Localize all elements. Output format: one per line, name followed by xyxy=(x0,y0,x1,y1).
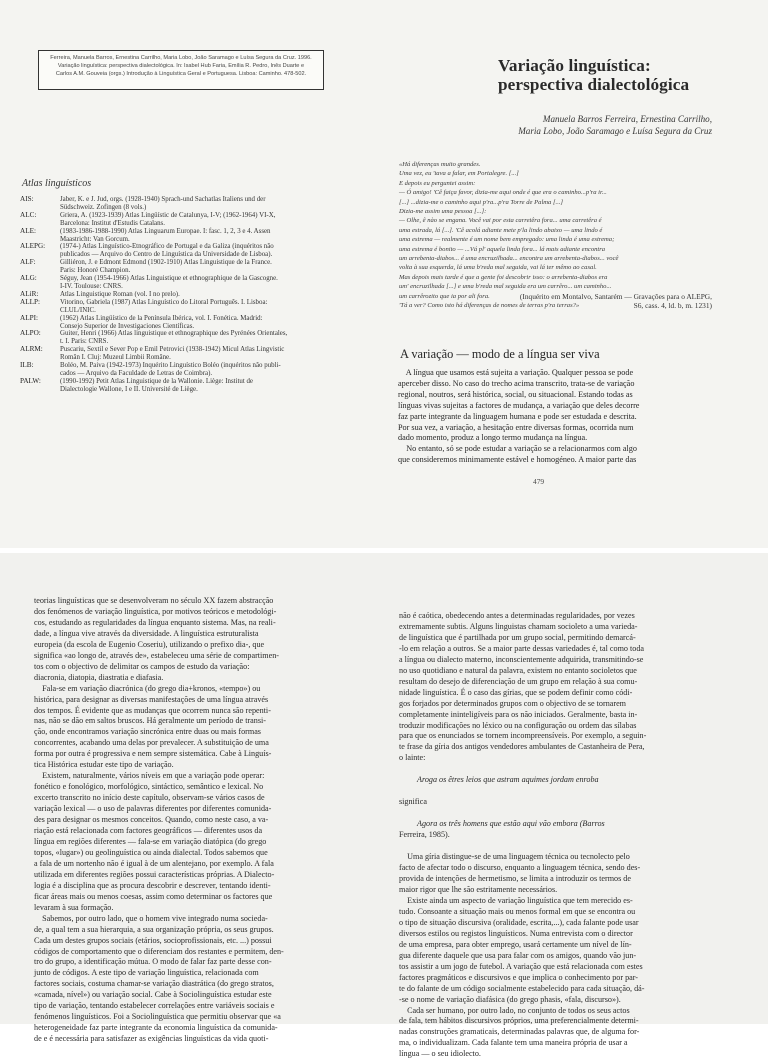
body-line: forma por outra é progressiva e nem sempre sistemática. Cabe à Linguís- xyxy=(34,749,272,759)
body-line: facto de afectar todo o discurso, enquanto a linguagem técnica, sendo des- xyxy=(399,863,641,873)
atlas-reference-line: Paris: Honoré Champion. xyxy=(60,267,131,275)
atlas-abbr: ALC: xyxy=(20,210,37,219)
body-line: extremamente subtis. Alguns linguistas chamam socioleto a uma varieda- xyxy=(399,621,638,631)
body-line: dos fenómenos de variação linguística, por motivos teóricos e metodológi- xyxy=(34,606,277,616)
body-line: teorias linguísticas que se desenvolveram no século XX fazem abstracção xyxy=(34,596,274,605)
atlas-abbr: PALW: xyxy=(20,376,41,385)
body-line: resultam do desejo de diferenciação de um grupo em relação à sua comu- xyxy=(399,676,638,686)
body-line: no uso quotidiano e natural da palavra, existem no entanto socioletos que xyxy=(399,665,637,675)
atlas-reference xyxy=(60,299,342,315)
atlas-reference xyxy=(60,243,342,259)
article-authors xyxy=(518,113,712,137)
section-line: que consideremos minimamente estável e homogéneo. A maior parte das xyxy=(398,455,637,465)
quote-line: «Há diferenças muito grandes. xyxy=(399,161,481,168)
quote-line: volta à sua esquerda, lá uma b'reda mal seguida, vai lá ter mêmo ao casal. xyxy=(399,264,597,272)
body-line: a fala de um nortenho não é igual à de um alentejano, por exemplo. A fala xyxy=(34,858,274,868)
atlas-reference-line: Vitorino, Gabriela (1987) Atlas Linguístico do Litoral Português. I. Lisboa: xyxy=(60,298,268,306)
citation-line: Carlos A.M. Gouveia (orgs.) Introdução à Linguística Geral e Portuguesa. Lisboa: Caminho. 478-502. xyxy=(55,71,307,77)
quote-line: um' encruzilhada [...] e uma b'reda mal seguida era um carrêro... um caminho... xyxy=(399,283,612,291)
body-line: factores pragmáticos e discursivos e que implica o conhecimento por par- xyxy=(399,972,638,982)
body-line: nas, não se dão em saltos bruscos. Há geralmente um período de transi- xyxy=(34,716,266,726)
body-line: nidade linguística. É o caso das gírias, que se podem definir como códi- xyxy=(399,687,633,697)
atlas-entry xyxy=(20,378,342,394)
slang-example: Aroga os êtres leios que astram aquimes jordam enroba xyxy=(417,775,599,785)
atlas-entry xyxy=(20,228,342,244)
atlas-abbr: AIS: xyxy=(20,195,34,203)
page-number: 479 xyxy=(533,477,545,486)
body-line: Cada um destes grupos sociais (etários, socioprofissionais, etc. ...) possui xyxy=(34,935,272,945)
quote-line: um arrebenta-diabos... é uma encruzilhada... encontra um arrebenta-diabos... você xyxy=(399,255,619,263)
quote-line: [...] ...dizia-me o caminho aqui p'ra...p'ra Torre de Palma [...] xyxy=(399,198,564,206)
section-line: Por sua vez, a variação, a hesitação entre diversas formas, ocorrida num xyxy=(398,422,634,432)
atlas-entry xyxy=(20,362,342,378)
body-line: Fala-se em variação diacrónica (do grego dia+kronos, «tempo») ou xyxy=(34,683,261,693)
body-line: dos tempos. É evidente que as mudanças que ocorrem nunca são repenti- xyxy=(34,705,271,715)
title-line: perspectiva dialectológica xyxy=(498,75,690,94)
atlas-entry xyxy=(20,330,342,346)
quote-line: E depois eu perguntei assim: xyxy=(399,179,476,187)
body-line: te do falante de um código socialmente estabelecido para cada situação, dá- xyxy=(399,983,645,993)
atlas-reference-line: Dialectologie Wallone, I e II. Université de Liège. xyxy=(60,385,198,393)
atlas-reference-line: Puscariu, Sextil e Sever Pop e Emil Petrovici (1938-1942) Micul Atlas Lingvistic xyxy=(60,346,285,354)
body-line: troduzir modificações no léxico ou na configuração ou ordem das sílabas xyxy=(399,720,637,730)
body-line: maior rigor que lhe são estritamente necessários. xyxy=(399,885,558,895)
atlas-reference-line: (1962) Atlas Lingüístico de la Península Ibérica, vol. I. Fonética. Madrid: xyxy=(60,314,263,322)
quote-source-line: S6, cass. 4, ld. b, m. 1231) xyxy=(633,301,712,311)
dialect-quote xyxy=(399,160,719,311)
body-line: heterogeneidade faz parte integrante da economia linguística da comunida- xyxy=(34,1023,278,1033)
body-line: Existem, naturalmente, vários níveis em que a variação pode operar: xyxy=(34,771,265,781)
quote-line: Dizia-me assim uma pessoa [...]: xyxy=(399,208,487,216)
atlas-abbr: ALG: xyxy=(20,274,37,283)
signifies-label: significa xyxy=(399,797,427,807)
body-line: levaram à sua formação. xyxy=(34,902,114,912)
quote-line: Uma vez, eu 'tava a falar, em Portalegre. [...] xyxy=(399,170,519,178)
body-line: tica Histórica estudar este tipo de variação. xyxy=(34,760,174,770)
body-line: fonético e fonológico, morfológico, sintáctico, semântico e lexical. No xyxy=(34,782,264,792)
body-line: -lo em relação a outros. Se a maior parte dessas variedades é, tal como toda xyxy=(399,643,645,653)
atlas-reference xyxy=(60,330,342,346)
translation-example-cont: Ferreira, 1985). xyxy=(399,830,450,840)
body-line: excerto transcrito no início deste capítulo, observam-se vários casos de xyxy=(34,793,265,803)
body-line: diacronia, diatopia, diastratia e diafasia. xyxy=(34,672,164,682)
body-line: -se o nome de variação diafásica (do grego phasis, «fala, discurso»). xyxy=(399,994,621,1004)
body-line: utilizada em diferentes regiões possui características próprias. A Dialecto- xyxy=(34,869,275,879)
body-line: provida de intenções de hermetismo, se limita a introduzir os termos de xyxy=(399,874,631,884)
atlas-reference-line: Gilliéron, J. e Edmont Edmond (1902-1910) Atlas Linguistique de la France. xyxy=(60,259,272,267)
atlas-reference-line: (1974-) Atlas Linguístico-Etnográfico de Portugal e da Galiza (inquéritos não xyxy=(60,243,274,251)
atlas-entry xyxy=(20,291,342,299)
body-line: tipo de variação, tentando estabelecer correlações entre variáveis sociais e xyxy=(34,1001,275,1011)
body-line: a língua ou dialecto materno, inconscientemente adquirida, transmitindo-se xyxy=(399,654,644,664)
atlas-reference-line: Séguy, Jean (1954-1966) Atlas Linguistique et ethnographique de la Gascogne. xyxy=(60,275,278,283)
atlas-entry xyxy=(20,243,342,259)
atlas-reference xyxy=(60,346,342,362)
atlas-reference-line: publicados — Arquivo do Centro de Linguística da Universidade de Lisboa). xyxy=(60,251,273,259)
body-line: para que os enunciados se tornem incompreensíveis. Por exemplo, a seguin- xyxy=(399,731,647,741)
section-title: A variação — modo de a língua ser viva xyxy=(400,347,600,361)
atlas-entry xyxy=(20,259,342,275)
atlas-reference-line: Jaber, K. e J. Jud, orgs. (1928-1940) Sprach-und Sachatlas Italiens und der xyxy=(60,196,266,203)
atlas-reference-line: Boléo, M. Paiva (1942-1973) Inquérito Linguístico Boléo (inquéritos não publi- xyxy=(60,362,281,370)
citation-line: Variação linguística: perspectiva dialectológica. In: Isabel Hub Faria, Emília R. Pedro, Inês Duarte e xyxy=(57,63,305,69)
atlas-reference xyxy=(60,378,342,394)
body-line: variação lexical — o uso de palavras diferentes por diferentes comunida- xyxy=(34,804,272,814)
atlas-reference-line: Griera, A. (1923-1939) Atlas Lingüístic de Catalunya, I-V; (1962-1964) VI-X, xyxy=(60,211,276,219)
citation-line: Ferreira, Manuela Barros, Ernestina Carrilho, Maria Lobo, João Saramago e Luísa Segura da Cruz. 1996. xyxy=(50,55,312,61)
atlas-heading: Atlas linguísticos xyxy=(22,178,92,189)
atlas-reference-line: t. I. Paris: CNRS. xyxy=(60,338,109,346)
section-line: línguas vivas sujeitas a factores de mudança, a variação que deles decorre xyxy=(398,400,640,410)
left-column-text xyxy=(34,596,364,1045)
body-line: «camada, nível») ou variação social. Cabe à Sociolinguística estudar este xyxy=(34,990,272,1000)
atlas-abbr: ILB: xyxy=(20,361,34,370)
quote-line: uma estrada, lá [...]. 'Cê acolá adiante mete p'la lindo abaixo — uma lindo é xyxy=(399,226,603,234)
section-line: dado momento, produz a longo termo mudança na língua. xyxy=(398,433,588,443)
body-line: riação está relacionada com factores geográficos — diferentes usos da xyxy=(34,826,263,836)
body-line: gos forjados por determinados grupos com o objectivo de se tornarem xyxy=(399,698,626,708)
atlas-reference-line: Atlas Linguistique Roman (vol. I no prelo). xyxy=(60,290,180,298)
quote-line: — Olhe, ê nào se engana. Você vai por esta carretêra fora... uma carretêra é xyxy=(399,217,602,225)
quote-line: uma estrema é bonito — ...Vá pl' aquela linda fora... lá mais adiante encontra xyxy=(399,245,606,253)
body-line: de fala, tem hábitos discursivos próprios, uma preferencialmente determi- xyxy=(399,1016,639,1026)
title-line: Variação linguística: xyxy=(498,56,651,75)
author-line: Manuela Barros Ferreira, Ernestina Carrilho, xyxy=(542,114,712,124)
body-line: tos assistir a um jogo de futebol. A variação que está relacionada com estes xyxy=(399,961,643,971)
article-title xyxy=(498,56,689,94)
body-line: de linguística que é partilhada por um grupo social, permitindo demarcá- xyxy=(399,632,636,642)
atlas-reference xyxy=(60,259,342,275)
atlas-abbr: ALRM: xyxy=(20,345,43,354)
body-line: ção, onde encontramos variação sincrónica entre duas ou mais formas xyxy=(34,727,261,737)
body-line: Existe ainda um aspecto de variação linguística que tem merecido es- xyxy=(399,895,633,905)
citation-box xyxy=(38,50,324,90)
spacer xyxy=(399,808,749,819)
spacer xyxy=(399,764,749,775)
atlas-reference-line: (1990-1992) Petit Atlas Linguistique de la Wallonie. Liège: Institut de xyxy=(60,377,253,385)
body-line: europeia (da escola de Eugenio Coseriu), utilizando o prefixo dia-, que xyxy=(34,639,265,649)
atlas-abbr: ALLP: xyxy=(20,297,40,306)
atlas-reference-line: Barcelona: Institut d'Estudis Catalans. xyxy=(60,219,165,227)
atlas-abbr: ALF: xyxy=(20,258,36,267)
translation-example: Agora os três homens que estão aqui vão embora (Barros xyxy=(417,819,605,829)
quote-line: 'Tá a ver? Como isto há diferenças de nomes de terras p'ra terras?» xyxy=(399,302,580,310)
atlas-reference xyxy=(60,228,342,244)
body-line: de uma empresa, para obter emprego, usará certamente um nível de lín- xyxy=(399,939,632,949)
atlas-entry xyxy=(20,299,342,315)
body-line: Uma gíria distingue-se de uma linguagem técnica ou tecnolecto pelo xyxy=(399,852,630,862)
atlas-abbr: ALEPG: xyxy=(20,242,46,251)
right-column-text xyxy=(399,611,749,1060)
body-line: nadas construções gramaticais, determinadas palavras que, de alguma for- xyxy=(399,1027,640,1037)
atlas-entry xyxy=(20,315,342,331)
section-line: A língua que usamos está sujeita a variação. Qualquer pessoa se pode xyxy=(398,368,634,377)
body-line: não é caótica, obedecendo antes a determinadas regularidades, por vezes xyxy=(399,611,635,620)
body-line: língua — o seu idiolecto. xyxy=(399,1049,481,1059)
body-line: ma, o individualizam. Cada falante tem uma maneira própria de usar a xyxy=(399,1038,628,1048)
spacer xyxy=(399,841,749,852)
atlas-entry xyxy=(20,346,342,362)
body-line: gua diferente daquele que usa para falar com os amigos, quando vão jun- xyxy=(399,950,637,960)
body-line: concorrentes, acabando uma delas por prevalecer. A substituição de uma xyxy=(34,738,269,748)
atlas-reference-line: Român I. Cluj: Muzeul Limbii Române. xyxy=(60,354,171,362)
body-line: o tipo de situação discursiva (oralidade, escrita,...), cada falante pode usar xyxy=(399,917,639,927)
atlas-list xyxy=(20,196,342,394)
atlas-reference xyxy=(60,275,342,291)
body-line: de e é necessária para satisfazer as exigências linguísticas da vida quoti- xyxy=(34,1034,269,1044)
section-line: regional, noutros, será histórica, social, ou situacional. Estando todas as xyxy=(398,389,633,399)
body-line: língua em regiões diferentes — fala-se em variação diatópica (do grego xyxy=(34,836,267,846)
atlas-reference xyxy=(60,291,342,299)
atlas-reference xyxy=(60,196,342,212)
atlas-abbr: ALPI: xyxy=(20,313,38,322)
body-line: o lainte: xyxy=(399,753,426,763)
body-line: completamente ininteligíveis para os não iniciados. Geralmente, basta in- xyxy=(399,709,638,719)
atlas-reference xyxy=(60,362,342,378)
atlas-entry xyxy=(20,275,342,291)
body-line: histórica, para designar as diversas manifestações de uma língua através xyxy=(34,694,269,704)
atlas-reference-line: cados — Arquivo da Faculdade de Letras de Coimbra). xyxy=(60,369,213,377)
atlas-abbr: ALPO: xyxy=(20,329,41,338)
atlas-reference-line: Consejo Superior de Investigaciones Científicas. xyxy=(60,322,195,330)
atlas-reference-line: Südschweiz. Zofingen (8 vols.) xyxy=(60,203,147,211)
body-line: topos, «lugar») ou geolinguística ou ainda dialectal. Todos sabemos que xyxy=(34,847,268,857)
body-line: significa «ao longo de, através de», estabeleceu uma série de compartimen- xyxy=(34,650,280,660)
body-line: códigos de comportamento que o diferenciam dos restantes e permitem, den- xyxy=(34,946,284,956)
atlas-reference-line: CLUL/INIC. xyxy=(60,306,96,314)
section-line: No entanto, só se pode estudar a variação se a relacionarmos com algo xyxy=(398,444,637,454)
body-line: tos com o objectivo de delimitar os campos de estudo da variação: xyxy=(34,661,250,671)
atlas-abbr: ALE: xyxy=(20,226,36,235)
section-body xyxy=(398,368,722,466)
atlas-reference-line: I-IV. Toulouse: CNRS. xyxy=(60,282,123,290)
body-line: junto de códigos. A este tipo de variação linguística, relacionada com xyxy=(34,968,259,978)
author-line: Maria Lobo, João Saramago e Luísa Segura da Cruz xyxy=(518,126,712,136)
atlas-reference xyxy=(60,315,342,331)
body-line: des para designar os mesmos conceitos. Quando, como neste caso, a va- xyxy=(34,815,269,825)
quote-source-line: (Inquérito em Montalvo, Santarém — Gravações para o ALEPG, xyxy=(519,292,712,301)
section-line: faz parte integrante da linguagem humana e pode ser estudada e descrita. xyxy=(398,411,637,421)
quote-line: um carrêrozito que ia por ali fora. xyxy=(399,292,490,300)
body-line: dade, a língua vive através da diversidade. A linguística estruturalista xyxy=(34,628,259,638)
body-line: logia é a disciplina que as procura descobrir e descrever, tentando identi- xyxy=(34,880,271,890)
section-line: aperceber disso. No caso do trecho acima transcrito, trata-se de variação xyxy=(398,378,635,388)
atlas-reference-line: (1983-1986-1988-1990) Atlas Linguarum Europae. I: fasc. 1, 2, 3 e 4. Assen xyxy=(60,227,271,235)
body-line: te frase da gíria dos antigos vendedores ambulantes de Castanheira de Pera, xyxy=(399,742,645,752)
body-line: tro do grupo, a identificação mútua. O modo de falar faz parte desse con- xyxy=(34,957,272,967)
body-line: factores sociais, costuma chamar-se variação diastrática (do grego stratos, xyxy=(34,979,274,989)
body-line: fenómenos linguísticos. Foi a Sociolinguística que permitiu observar que «a xyxy=(34,1012,281,1022)
quote-source xyxy=(520,292,712,311)
spacer xyxy=(399,786,749,797)
body-line: tudo. Consoante a situação mais ou menos formal em que se encontra ou xyxy=(399,906,636,916)
body-line: cos, estudando as regularidades da língua enquanto sistema. Mas, na reali- xyxy=(34,617,276,627)
quote-line: Mas depois mais tarde é que a gente foi descobrir isso: o arrebenta-diabos era xyxy=(399,273,608,281)
body-line: de, a qual tem a sua hierarquia, a sua organização própria, os seus grupos. xyxy=(34,924,274,934)
bottom-page-spread xyxy=(0,553,768,1059)
quote-line: uma estrema — realmente é um nome bem empregado: uma linda é uma estrema; xyxy=(399,236,615,244)
atlas-entry xyxy=(20,212,342,228)
body-line: Sabemos, por outro lado, que o homem vive integrado numa socieda- xyxy=(34,913,268,923)
body-line: diversos estilos ou registos linguísticos. Numa entrevista com o director xyxy=(399,928,633,938)
atlas-abbr: ALiR: xyxy=(20,289,39,298)
atlas-reference-line: Maastricht: Van Gorcum. xyxy=(60,235,130,243)
atlas-reference xyxy=(60,212,342,228)
quote-line: — Ó amigo! 'Cê faiça favor, dizia-me aqui onde é que era o caminho...p'ra ir... xyxy=(399,189,607,197)
body-line: Cada ser humano, por outro lado, no conjunto de todos os seus actos xyxy=(399,1005,630,1015)
atlas-reference-line: Guiter, Henri (1966) Atlas linguistique et ethnographique des Pyrénées Orientales, xyxy=(60,330,288,338)
body-line: ficar áreas mais ou menos coesas, assim como determinar os factores que xyxy=(34,891,273,901)
atlas-entry xyxy=(20,196,342,212)
